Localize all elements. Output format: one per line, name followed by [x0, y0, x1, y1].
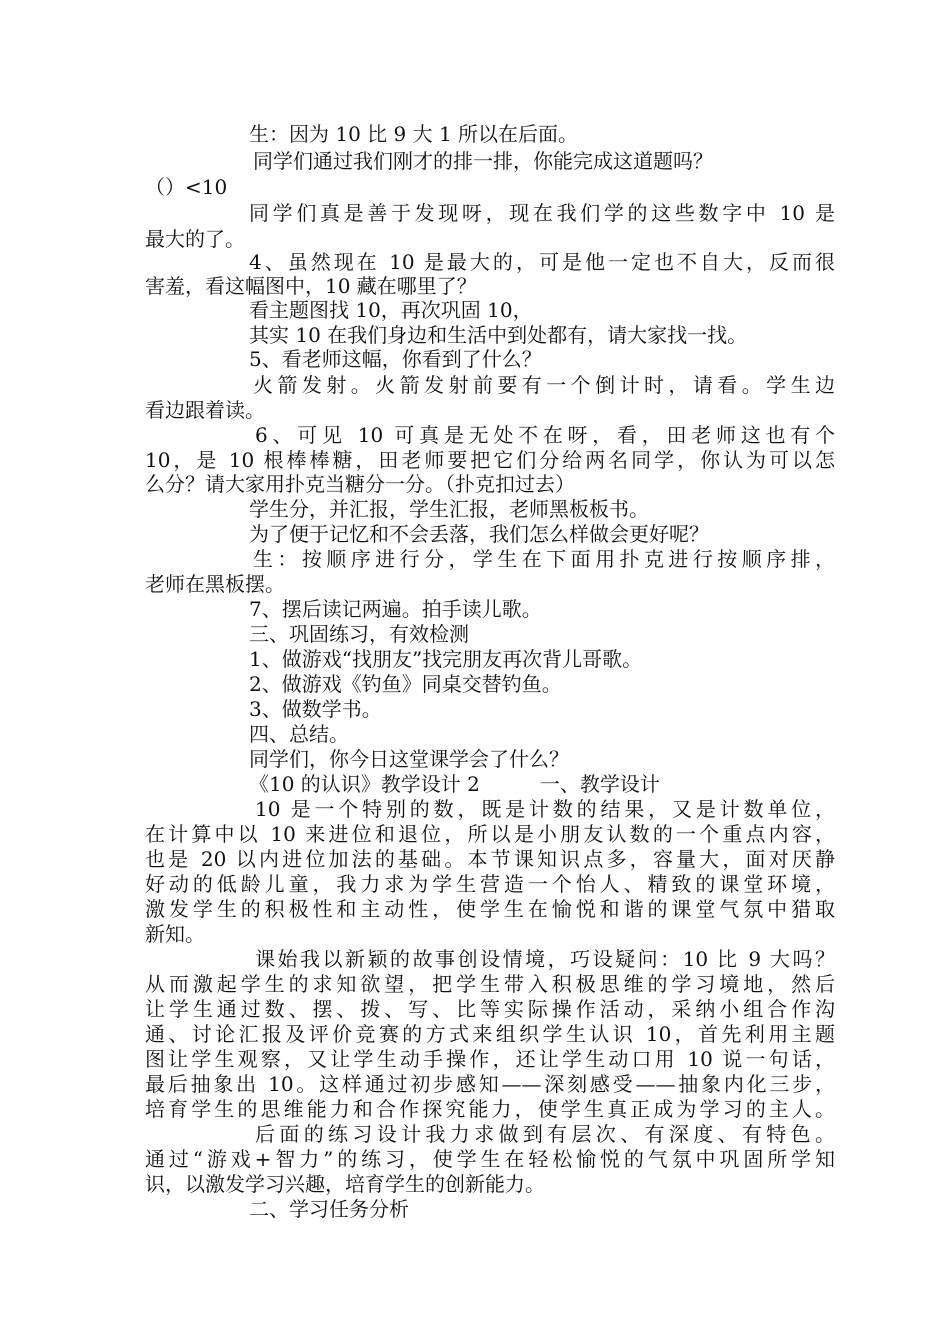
- text-line: 课始我以新颖的故事创设情境，巧设疑问：10 比 9 大吗？: [255, 947, 835, 971]
- text-line: 害羞，看这幅图中，10 藏在哪里了？: [145, 274, 477, 298]
- text-line: 1、做游戏“找朋友”找完朋友再次背儿哥歌。: [249, 647, 643, 671]
- text-line: 10 是一个特别的数，既是计数的结果，又是计数单位，: [255, 797, 835, 821]
- text-line: 识，以激发学习兴趣，培育学生的创新能力。: [145, 1172, 545, 1196]
- text-line: 最大的了。: [145, 227, 245, 251]
- text-line: 10，是 10 根棒棒糖，田老师要把它们分给两名同学，你认为可以怎: [145, 448, 835, 472]
- text-line: 生：因为 10 比 9 大 1 所以在后面。: [249, 122, 579, 146]
- text-line: 激发学生的积极性和主动性，使学生在愉悦和谐的课堂气氛中猎取: [145, 897, 835, 921]
- text-line: 好动的低龄儿童，我力求为学生营造一个怡人、精致的课堂环境，: [145, 872, 835, 896]
- text-line: 4、虽然现在 10 是最大的，可是他一定也不自大，反而很: [249, 250, 835, 274]
- section-heading: 三、巩固练习，有效检测: [249, 622, 469, 646]
- text-line: 2、做游戏《钓鱼》同桌交替钓鱼。: [249, 672, 562, 696]
- text-line: 7、摆后读记两遍。拍手读儿歌。: [249, 597, 542, 621]
- text-line: 3、做数学书。: [249, 697, 382, 721]
- text-line: 也是 20 以内进位加法的基础。本节课知识点多，容量大，面对厌静: [145, 847, 835, 871]
- text-line: 老师在黑板摆。: [145, 572, 285, 596]
- text-line: 学生分，并汇报，学生汇报，老师黑板板书。: [249, 497, 649, 521]
- text-line: 其实 10 在我们身边和生活中到处都有，请大家找一找。: [249, 323, 748, 347]
- text-line: 从而激起学生的求知欲望，把学生带入积极思维的学习境地，然后: [145, 972, 835, 996]
- text-line: 通、讨论汇报及评价竞赛的方式来组织学生认识 10，首先利用主题: [145, 1022, 835, 1046]
- text-line: 同学们，你今日这堂课学会了什么？: [249, 747, 569, 771]
- section-heading: 二、学习任务分析: [249, 1197, 409, 1221]
- text-line: 么分？请大家用扑克当糖分一分。（扑克扣过去）: [145, 472, 575, 496]
- text-line: 通过“游戏+智力”的练习，使学生在轻松愉悦的气氛中巩固所学知: [145, 1147, 835, 1171]
- section-heading: 《10 的认识》教学设计 2 一、教学设计: [249, 772, 660, 796]
- text-line: 6、可见 10 可真是无处不在呀，看，田老师这也有个: [255, 423, 835, 447]
- text-line: 5、看老师这幅，你看到了什么？: [249, 347, 542, 371]
- text-line: 看边跟着读。: [145, 398, 265, 422]
- text-line: 新知。: [145, 922, 205, 946]
- section-heading: 四、总结。: [249, 722, 349, 746]
- text-line: 图让学生观察，又让学生动手操作，还让学生动口用 10 说一句话，: [145, 1047, 835, 1071]
- text-line: 培育学生的思维能力和合作探究能力，使学生真正成为学习的主人。: [145, 1097, 835, 1121]
- text-line: 为了便于记忆和不会丢落，我们怎么样做会更好呢？: [249, 522, 709, 546]
- text-line: 在计算中以 10 来进位和退位，所以是小朋友认数的一个重点内容，: [145, 822, 835, 846]
- text-line: 同学们真是善于发现呀，现在我们学的这些数字中 10 是: [249, 201, 835, 225]
- text-line: 让学生通过数、摆、拨、写、比等实际操作活动，采纳小组合作沟: [145, 997, 835, 1021]
- text-line: 同学们通过我们刚才的排一排，你能完成这道题吗？: [253, 149, 713, 173]
- text-line: 生：按顺序进行分，学生在下面用扑克进行按顺序排，: [253, 547, 835, 571]
- text-line: （）<10: [145, 175, 228, 199]
- text-line: 火箭发射。火箭发射前要有一个倒计时，请看。学生边: [253, 373, 835, 397]
- text-line: 最后抽象出 10。这样通过初步感知——深刻感受——抽象内化三步，: [145, 1072, 835, 1096]
- text-line: 看主题图找 10，再次巩固 10，: [249, 298, 533, 322]
- text-line: 后面的练习设计我力求做到有层次、有深度、有特色。: [255, 1122, 835, 1146]
